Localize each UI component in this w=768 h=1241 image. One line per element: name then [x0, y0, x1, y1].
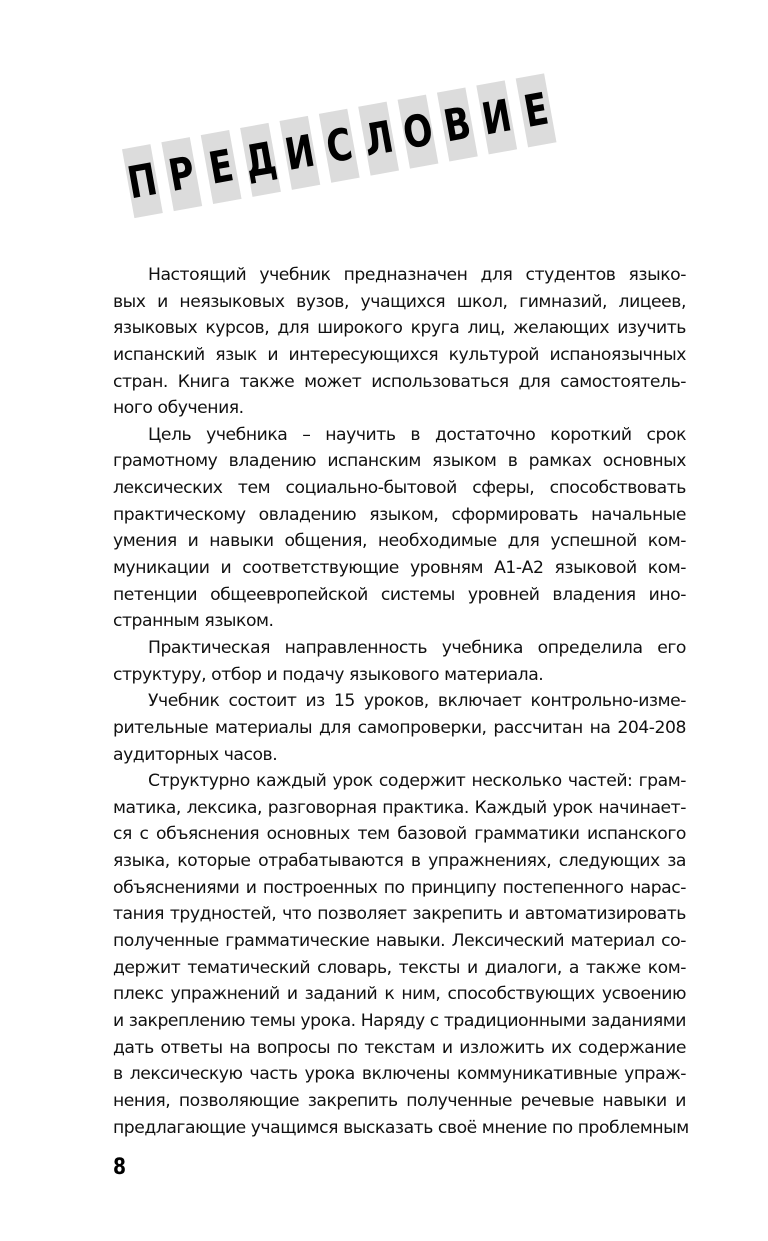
text-line: Цель учебника – научить в достаточно короткий срок — [148, 424, 686, 445]
text-line: странным языком. — [113, 611, 274, 632]
title-letter-tile — [240, 123, 281, 197]
text-line: стран. Книга также может использоваться для самостоятель- — [113, 371, 686, 392]
text-line: языка, которые отрабатываются в упражнениях, следующих за — [113, 851, 686, 872]
title-letter-tile — [476, 80, 517, 154]
text-line: Учебник состоит из 15 уроков, включает контрольно-изме- — [148, 691, 686, 712]
paragraph — [113, 422, 686, 635]
page-number: 8 — [113, 1155, 127, 1180]
text-line: тания трудностей, что позволяет закрепить и автоматизировать — [113, 904, 686, 925]
title-letter: Д — [240, 132, 281, 188]
text-line: вых и неязыковых вузов, учащихся школ, гимназий, лицеев, — [113, 291, 686, 312]
text-line: предлагающие учащимся высказать своё мнение по проблемным — [113, 1117, 689, 1138]
text-line: держит тематический словарь, тексты и диалоги, а также ком- — [113, 957, 686, 978]
text-line: структуру, отбор и подачу языкового материала. — [113, 664, 544, 685]
text-line: в лексическую часть урока включены коммуникативные упраж- — [113, 1064, 686, 1085]
text-line: и закреплению темы урока. Наряду с традиционными заданиями — [113, 1010, 686, 1031]
text-line: дать ответы на вопросы по текстам и изложить их содержание — [113, 1037, 686, 1058]
title-letter: Р — [164, 146, 199, 202]
text-line: рительные материалы для самопроверки, рассчитан на 204-208 — [113, 717, 686, 738]
title-letter-tile — [437, 88, 478, 162]
title-letter-tile — [279, 116, 320, 190]
title-letter: О — [399, 103, 437, 160]
text-line: практическому овладению языком, сформировать начальные — [113, 504, 686, 525]
body-text — [113, 262, 689, 1141]
title-letter-tile — [358, 102, 399, 176]
title-letter-tile — [201, 130, 242, 204]
paragraph — [113, 635, 686, 688]
title-letter: Л — [360, 111, 398, 167]
title-letter-tile — [516, 73, 557, 147]
paragraph — [113, 768, 689, 1141]
text-line: матика, лексика, разговорная практика. Каждый урок начинает- — [113, 797, 686, 818]
title-letter-tile — [161, 137, 202, 211]
title-letter: И — [281, 125, 319, 181]
title-letter-tile — [319, 109, 360, 183]
text-line: Практическая направленность учебника определила его — [148, 637, 686, 658]
text-line: ного обучения. — [113, 398, 244, 419]
text-line: плекс упражнений и заданий к ним, способствующих усвоению — [113, 984, 686, 1005]
text-line: аудиторных часов. — [113, 744, 278, 765]
title-letter: Е — [520, 83, 553, 138]
title-letter: П — [123, 153, 162, 209]
text-line: полученные грамматические навыки. Лексический материал со- — [113, 931, 686, 952]
paragraph — [113, 688, 686, 768]
text-line: грамотному владению испанским языком в рамках основных — [113, 451, 686, 472]
text-line: объяснениями и построенных по принципу постепенного нарас- — [113, 877, 686, 898]
chapter-title — [118, 67, 595, 229]
text-line: умения и навыки общения, необходимые для успешной ком- — [113, 531, 686, 552]
text-line: муникации и соответствующие уровням А1-А2 языковой ком- — [113, 558, 686, 579]
text-line: Структурно каждый урок содержит несколько частей: грам- — [148, 771, 686, 792]
text-line: Настоящий учебник предназначен для студентов языко- — [148, 265, 686, 285]
title-letter: С — [322, 118, 357, 174]
paragraph — [113, 262, 686, 422]
title-letter: В — [439, 97, 475, 152]
text-line: нения, позволяющие закрепить полученные речевые навыки и — [113, 1090, 686, 1111]
text-line: испанский язык и интересующихся культурой испаноязычных — [113, 344, 686, 365]
text-line: лексических тем социально-бытовой сферы, способствовать — [113, 478, 686, 499]
text-line: ся с объяснения основных тем базовой грамматики испанского — [113, 824, 686, 845]
title-letter: Е — [205, 139, 238, 195]
title-letter-tile — [398, 95, 439, 169]
text-line: языковых курсов, для широкого круга лиц, желающих изучить — [113, 318, 686, 339]
title-letter: И — [478, 89, 516, 146]
text-line: петенции общеевропейской системы уровней владения ино- — [113, 584, 686, 605]
title-letter-tile — [122, 144, 163, 218]
